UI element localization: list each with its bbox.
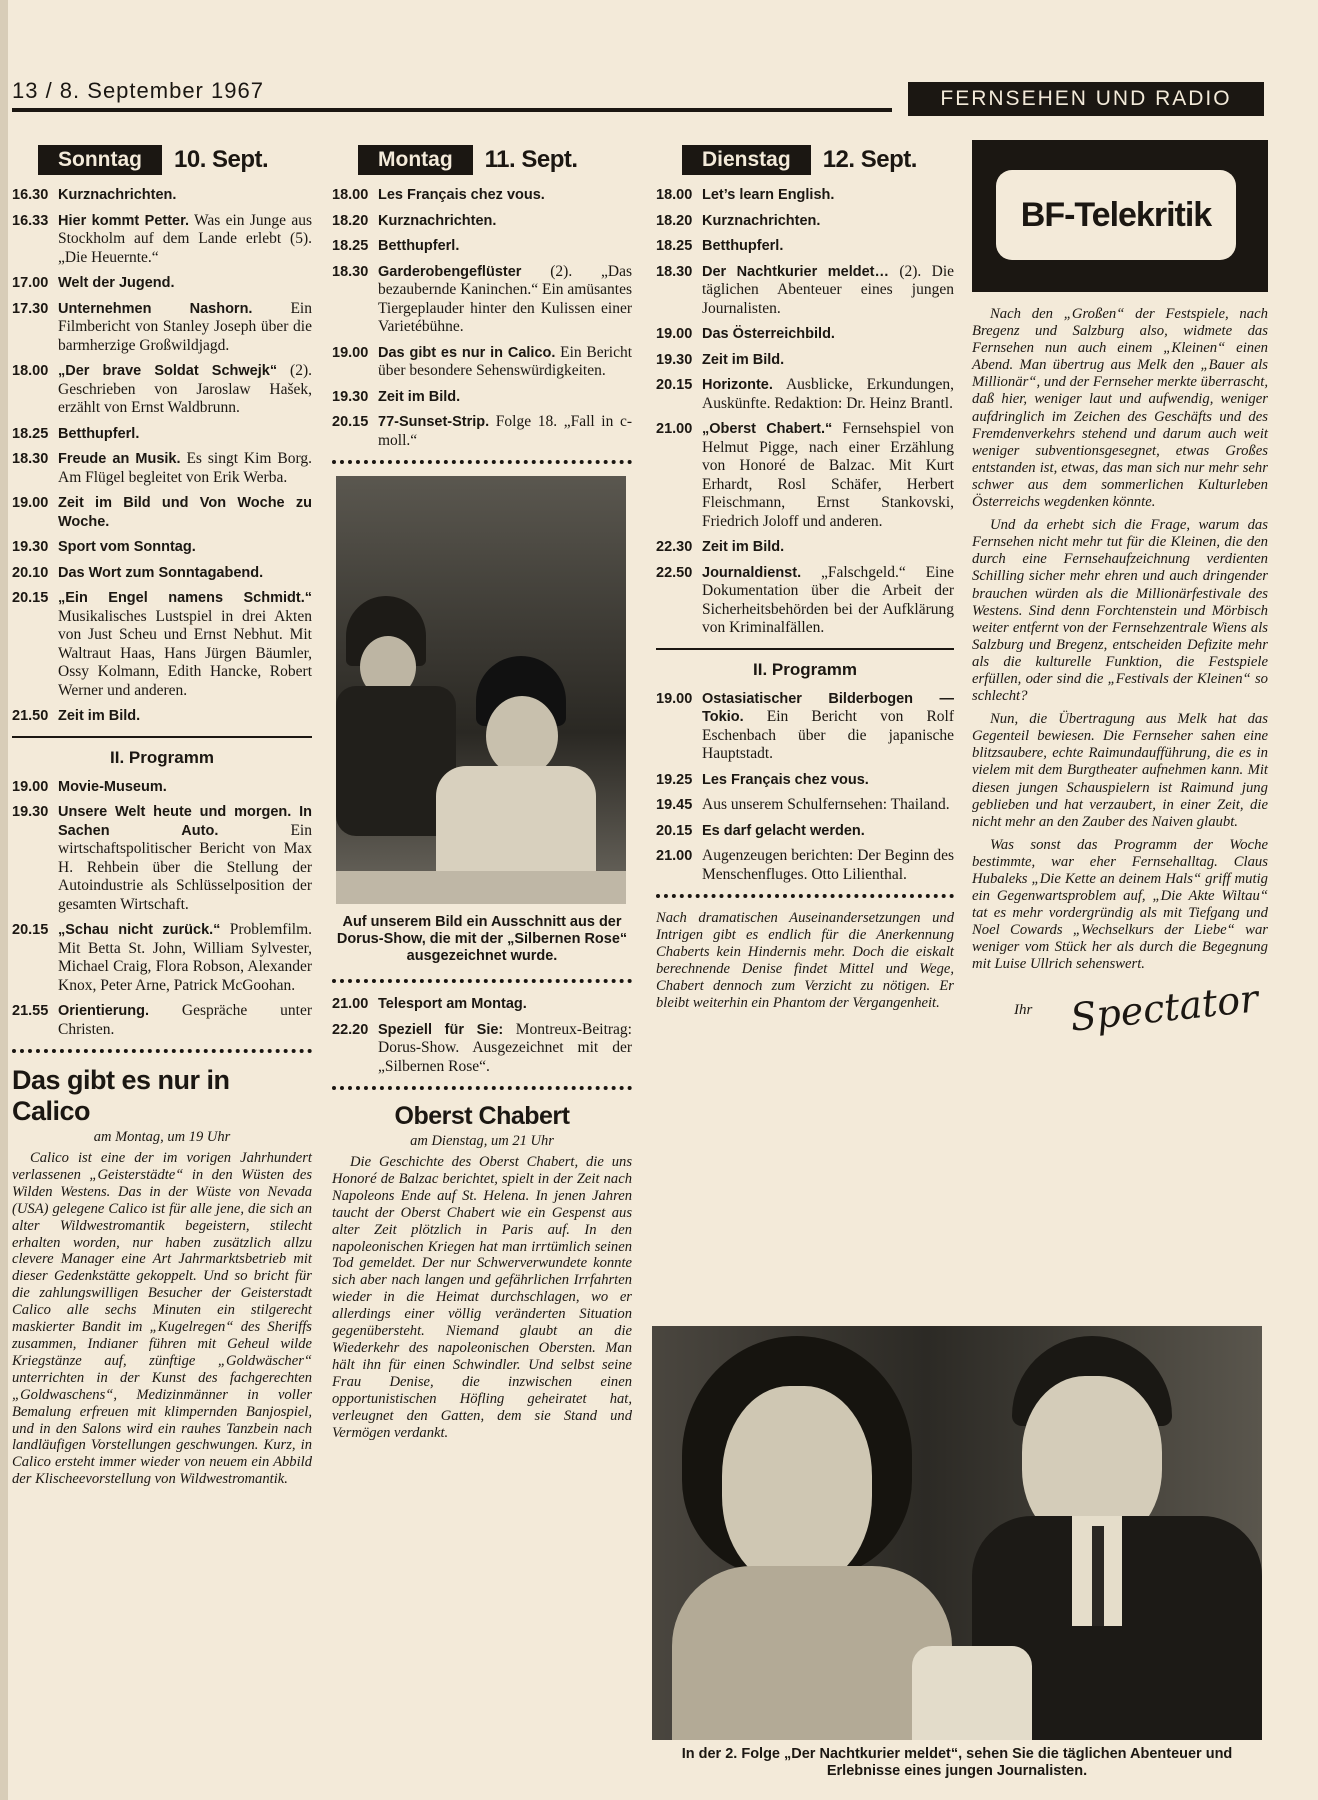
programme-time: 18.30 bbox=[332, 263, 369, 280]
programme-text bbox=[702, 538, 954, 557]
critique-paragraph: Nach den „Großen“ der Festspiele, nach Bregenz und Salzburg also, widmete das Fernsehen nun auch einem „Kleinen“ einen Abend. Man übertrug aus Melk den „Bauer als Millionär“, und der Fernseher merkte überrascht, daß hier, weniger laut und aufwendig, weniger aufdringlich im Zeichen des Geschäfts und des Fremdenverkehrs stehend und darum auch weit weniger subventionsgesegnet, etwas Großes entstanden ist, etwas, das man sich nur mehr sehr schwer aus dem sommerlichen Kulturleben Österreichs wegdenken könnte. bbox=[972, 306, 1268, 511]
programme-text bbox=[702, 564, 954, 638]
programme-description: (2). Die täglichen Abenteuer eines jungen Journalisten. bbox=[702, 262, 955, 317]
programme-description: Problemfilm. Mit Betta St. John, William Sylvester, Michael Craig, Flora Robson, Alexander Knox, Peter Arne, Patrick McGoohan. bbox=[58, 921, 312, 994]
programme-description: Folge 18. „Fall in c-moll.“ bbox=[378, 413, 632, 449]
programme-text bbox=[702, 186, 954, 205]
programme-text bbox=[58, 707, 312, 726]
programme-title: Unternehmen Nashorn. bbox=[58, 300, 253, 317]
programme-text bbox=[702, 420, 954, 531]
chabert-teaser: Nach dramatischen Auseinandersetzungen und Intrigen gibt es endlich für die Anerkennung Chaberts kein Hindernis mehr. Doch die eiskalt berechnende Denise findet Mittel und Wege, Chabert dennoch zum Verzicht zu nötigen. Er bleibt weiterhin ein Phantom der Vergangenheit. bbox=[656, 910, 954, 1011]
calico-article bbox=[12, 1065, 312, 1488]
programme-item bbox=[12, 425, 312, 444]
signature: Spectator bbox=[1068, 975, 1261, 1040]
programme-text bbox=[58, 425, 312, 444]
programme-item bbox=[656, 796, 954, 815]
article-subtitle: am Montag, um 19 Uhr bbox=[93, 1129, 231, 1145]
programme-description: (2). „Das bezaubernde Kaninchen.“ Ein amüsantes Tiergeplauder hinter den Kulissen einer Varietébühne. bbox=[378, 262, 633, 335]
programme-time: 19.30 bbox=[12, 539, 49, 555]
programme-title: Zeit im Bild und Von Woche zu Woche. bbox=[58, 495, 312, 530]
critique-paragraph: Und da erhebt sich die Frage, warum das Fernsehen nicht mehr tut für die Kleinen, die den durch eine Fernsehaufzeichnung verdienten Schilling sicher mehr ehren und auch dringender brauchen würden als die Millionärfestivale des Westens. Sind denn Forchtenstein und Mörbisch weiter entfernt von der Fernsehzentrale Wiens als Salzburg und Bregenz, entscheiden Defizite mehr als die kulturelle Funktion, die Festspiele erfüllen, oder sind die „Festivals der Kleinen“ so schlecht? bbox=[972, 517, 1268, 705]
programme-time: 16.33 bbox=[12, 212, 49, 229]
programme-time: 19.00 bbox=[332, 344, 369, 361]
programme-text bbox=[702, 690, 954, 764]
programme-time: 19.30 bbox=[656, 351, 693, 368]
programme-item bbox=[332, 263, 632, 337]
page-edge bbox=[0, 0, 8, 1800]
programme-item bbox=[656, 847, 954, 884]
programme-time: 21.00 bbox=[656, 421, 693, 437]
programme-text bbox=[58, 494, 312, 531]
dotted-divider bbox=[332, 979, 632, 983]
programme-item bbox=[12, 778, 312, 797]
tuesday-programme-2 bbox=[656, 690, 954, 885]
tuesday-programme bbox=[656, 186, 954, 638]
programme-text bbox=[378, 1021, 632, 1077]
programme-description: Ein wirtschaftspolitischer Bericht von Max H. Rehbein über die Stellung der Autoindustrie als Schlüsselposition der gesamten Wirtschaft. bbox=[58, 821, 312, 913]
programme-text bbox=[702, 847, 954, 884]
programme-title: Zeit im Bild. bbox=[378, 388, 461, 405]
programme-item bbox=[656, 212, 954, 231]
programme-2-heading: II. Programm bbox=[110, 747, 214, 767]
programme-item bbox=[656, 822, 954, 841]
programme-title: Zeit im Bild. bbox=[58, 708, 141, 724]
programme-time: 20.15 bbox=[656, 377, 693, 393]
programme-title: Der Nachtkurier meldet… bbox=[702, 263, 889, 280]
programme-description: Ausblicke, Erkundungen, Auskünfte. Redaktion: Dr. Heinz Brantl. bbox=[702, 376, 954, 412]
programme-text bbox=[702, 351, 954, 370]
dorus-show-photo bbox=[336, 476, 626, 904]
critique-paragraph: Nun, die Übertragung aus Melk hat das Gegenteil bewiesen. Die Fernseher sahen eine blitzsaubere, echte Raimundaufführung, die es in vielem mit dem Burgtheater aufnehmen kann. Mit diesen jungen Schauspielern ist Raimund jung geblieben und hat verzaubert, in einer Zeit, die nicht mehr an den Zauber des Naiven glaubt. bbox=[972, 711, 1268, 830]
programme-time: 20.10 bbox=[12, 564, 49, 581]
programme-title: Telesport am Montag. bbox=[378, 996, 527, 1012]
programme-title: „Der brave Soldat Schwejk“ bbox=[58, 363, 278, 379]
programme-text bbox=[58, 538, 312, 557]
programme-time: 21.00 bbox=[332, 996, 369, 1012]
programme-text bbox=[378, 388, 632, 407]
programme-time: 19.30 bbox=[12, 804, 49, 820]
programme-item bbox=[12, 921, 312, 995]
programme-title: Zeit im Bild. bbox=[702, 539, 785, 555]
programme-item bbox=[656, 564, 954, 638]
programme-item bbox=[332, 186, 632, 205]
programme-description: Ein Bericht von Rolf Eschenbach über die japanische Hauptstadt. bbox=[702, 708, 955, 762]
programme-title: Speziell für Sie: bbox=[378, 1021, 504, 1038]
programme-time: 18.30 bbox=[12, 451, 49, 467]
programme-description: Aus unserem Schulfernsehen: Thailand. bbox=[702, 796, 950, 813]
critique-column bbox=[972, 140, 1268, 1040]
programme-time: 21.55 bbox=[12, 1003, 49, 1019]
header-rule bbox=[12, 108, 892, 112]
article-title: Oberst Chabert bbox=[394, 1102, 570, 1130]
programme-text bbox=[58, 274, 312, 293]
programme-time: 21.50 bbox=[12, 708, 49, 724]
sunday-heading bbox=[12, 140, 312, 180]
programme-time: 19.00 bbox=[12, 778, 49, 795]
programme-title: Betthupferl. bbox=[58, 425, 140, 442]
programme-text bbox=[702, 237, 954, 256]
programme-text bbox=[378, 413, 632, 450]
programme-item bbox=[656, 186, 954, 205]
programme-text bbox=[702, 822, 954, 841]
programme-description: Es singt Kim Borg. Am Flügel begleitet von Erik Werba. bbox=[58, 450, 312, 486]
programme-item bbox=[12, 450, 312, 487]
programme-text bbox=[702, 263, 954, 319]
day-label: Sonntag bbox=[38, 145, 162, 175]
programme-item bbox=[656, 237, 954, 256]
programme-text bbox=[702, 325, 954, 344]
programme-title: Kurznachrichten. bbox=[378, 212, 497, 229]
critique-body bbox=[972, 306, 1268, 974]
bottom-photo-caption: In der 2. Folge „Der Nachtkurier meldet“, sehen Sie die täglichen Abenteuer und Erlebnisse eines jungen Journalisten. bbox=[681, 1746, 1233, 1779]
tuesday-column bbox=[656, 140, 954, 1011]
programme-title: Garderobengeflüster bbox=[378, 263, 522, 280]
programme-description: (2). Geschrieben von Jaroslaw Hašek, erzählt von Ernst Waldbrunn. bbox=[58, 362, 312, 416]
programme-time: 22.20 bbox=[332, 1021, 369, 1038]
page-number-date: 13 / 8. September 1967 bbox=[12, 78, 264, 103]
programme-text bbox=[702, 796, 954, 815]
programme-text bbox=[702, 212, 954, 231]
programme-title: Les Français chez vous. bbox=[378, 187, 545, 203]
programme-time: 18.30 bbox=[656, 263, 693, 280]
programme-title: Journaldienst. bbox=[702, 564, 802, 581]
programme-item bbox=[332, 344, 632, 381]
programme-time: 22.30 bbox=[656, 539, 693, 555]
programme-time: 18.20 bbox=[656, 212, 693, 229]
programme-text bbox=[702, 771, 954, 790]
programme-time: 17.30 bbox=[12, 300, 49, 317]
dotted-divider bbox=[332, 460, 632, 464]
article-body: Die Geschichte des Oberst Chabert, die uns Honoré de Balzac berichtet, spielt in der Zeit nach Napoleons Ende auf St. Helena. In jenen Jahren taucht der Oberst Chabert wie ein Gespenst aus alter Zeit plötzlich in Paris auf. In den napoleonischen Kriegen hat man irrtümlich seinen Tod gemeldet. Der nur Schwerverwundete konnte sich aber nach langen und gefährlichen Irrfahrten wieder in die Heimat durchschlagen, wo er allerdings einer völlig veränderten Situation gegenübersteht. Niemand glaubt an die Wiederkehr des napoleonischen Obersten. Man hält ihn für einen Schwindler. Und selbst seine Frau Denise, die inzwischen einen opportunistischen Höfling geheiratet hat, verleugnet den Gatten, dem sie Stand und Vermögen verdankt. bbox=[332, 1154, 632, 1441]
programme-title: Zeit im Bild. bbox=[702, 351, 785, 368]
programme-item bbox=[656, 376, 954, 413]
programme-title: Kurznachrichten. bbox=[58, 187, 177, 203]
programme-text bbox=[702, 376, 954, 413]
telekritik-banner bbox=[972, 140, 1268, 292]
programme-time: 19.45 bbox=[656, 797, 693, 813]
programme-time: 19.00 bbox=[656, 326, 693, 342]
sunday-programme bbox=[12, 186, 312, 726]
programme-text bbox=[378, 344, 632, 381]
programme-text bbox=[378, 263, 632, 337]
programme-title: Unsere Welt heute und morgen. In Sachen Auto. bbox=[58, 804, 312, 839]
programme-title: Es darf gelacht werden. bbox=[702, 822, 865, 839]
programme-time: 19.30 bbox=[332, 388, 369, 405]
programme-text bbox=[378, 237, 632, 256]
divider bbox=[12, 736, 312, 738]
programme-text bbox=[58, 300, 312, 356]
programme-text bbox=[58, 564, 312, 583]
monday-programme-late bbox=[332, 995, 632, 1076]
programme-time: 21.00 bbox=[656, 848, 693, 864]
programme-item bbox=[12, 803, 312, 914]
programme-title: Hier kommt Petter. bbox=[58, 212, 189, 229]
programme-title: Ostasiatischer Bilderbogen — Tokio. bbox=[702, 690, 954, 725]
programme-item bbox=[12, 186, 312, 205]
programme-time: 17.00 bbox=[12, 275, 49, 291]
programme-time: 16.30 bbox=[12, 187, 49, 203]
programme-item bbox=[332, 237, 632, 256]
programme-description: „Falschgeld.“ Eine Dokumentation über die Arbeit der Sicherheitsbehörden bei der Aufklärung von Kriminalfällen. bbox=[702, 563, 954, 636]
programme-time: 22.50 bbox=[656, 564, 693, 581]
programme-item bbox=[656, 538, 954, 557]
nachtkurier-photo bbox=[652, 1326, 1262, 1740]
programme-item bbox=[332, 995, 632, 1014]
programme-item bbox=[12, 589, 312, 700]
programme-title: Welt der Jugend. bbox=[58, 275, 175, 291]
programme-text bbox=[58, 450, 312, 487]
programme-title: Betthupferl. bbox=[702, 238, 784, 254]
programme-item bbox=[12, 494, 312, 531]
monday-programme bbox=[332, 186, 632, 450]
programme-text bbox=[378, 186, 632, 205]
programme-time: 20.15 bbox=[12, 922, 49, 938]
critique-paragraph: Was sonst das Programm der Woche bestimmte, war eher Fernsehalltag. Claus Hubaleks „Die Kette an deinem Hals“ griff mutig ein Gegenwartsproblem auf, „Die Akte Wiltau“ tat es mehr vordergründig als mit Tiefgang und Noel Cowards „Wechselkurs der Liebe“ war weniger vom Stück her als durch die Begegnung mit Luise Ullrich sehenswert. bbox=[972, 836, 1268, 973]
programme-title: Les Français chez vous. bbox=[702, 771, 869, 788]
programme-item bbox=[12, 274, 312, 293]
signature-block bbox=[972, 975, 1268, 1040]
programme-description: Fernsehspiel von Helmut Pigge, nach einer Erzählung von Honoré de Balzac. Mit Kurt Erhardt, Rosl Schäfer, Herbert Fleischmann, Ernst Stankovski, Friedrich Joloff und anderen. bbox=[702, 420, 954, 530]
day-date: 10. Sept. bbox=[174, 146, 269, 173]
programme-text bbox=[378, 995, 632, 1014]
programme-title: Horizonte. bbox=[702, 377, 773, 393]
programme-description: Augenzeugen berichten: Der Beginn des Menschenfluges. Otto Lilienthal. bbox=[702, 847, 954, 883]
tuesday-heading bbox=[656, 140, 954, 180]
programme-item bbox=[656, 325, 954, 344]
programme-text bbox=[58, 589, 312, 700]
programme-item bbox=[656, 420, 954, 531]
programme-title: Freude an Musik. bbox=[58, 451, 181, 467]
photo-caption: Auf unserem Bild ein Ausschnitt aus der Dorus-Show, die mit der „Silbernen Rose“ ausgezeichnet wurde. bbox=[336, 914, 628, 964]
programme-title: „Ein Engel namens Schmidt.“ bbox=[58, 590, 312, 606]
programme-item bbox=[12, 707, 312, 726]
programme-time: 19.00 bbox=[12, 495, 49, 511]
dotted-divider bbox=[12, 1049, 312, 1053]
programme-description: Gespräche unter Christen. bbox=[58, 1002, 312, 1038]
programme-title: Betthupferl. bbox=[378, 238, 460, 254]
programme-time: 18.00 bbox=[12, 363, 49, 379]
programme-title: „Schau nicht zurück.“ bbox=[58, 922, 221, 938]
programme-time: 18.25 bbox=[12, 425, 49, 442]
programme-text bbox=[378, 212, 632, 231]
article-body: Calico ist eine der im vorigen Jahrhundert verlassenen „Geisterstädte“ in den Wüsten des Wilden Westens. Das in der Wüste von Nevada (USA) gelegene Calico ist für alle jene, die sich an alter Wildwestromantik begeistern, stilecht erhalten worden, nur haben zusätzlich allzu clevere Manager eine Art Jahrmarktsbetrieb mit dieser Gedenkstätte gekoppelt. Und so bricht für die zahlungswilligen Besucher der Geisterstadt Calico alle sechs Minuten ein stilgerecht maskierter Bandit im „Kugelregen“ des Sheriffs zusammen, Indianer führen mit Geheul wilde Kriegstänze auf, zünftige „Goldwäscher“ unterrichten in der Kunst des fachgerechten „Goldwaschens“, Medizinmänner in voller Bemalung erfreuen mit klimpernden Banjospiel, und in den Salons wird ein rauhes Tanzbein nach landläufigen Vorstellungen geschwungen. Kurz, in Calico ersteht immer wieder von neuem ein Abbild der Klischeevorstellung von Wildwestromantik. bbox=[12, 1150, 312, 1488]
programme-time: 20.15 bbox=[332, 414, 369, 430]
programme-time: 18.00 bbox=[332, 187, 369, 203]
programme-time: 18.20 bbox=[332, 212, 369, 229]
day-label: Montag bbox=[358, 145, 473, 175]
programme-text bbox=[58, 778, 312, 797]
telekritik-title: BF-Telekritik bbox=[996, 170, 1236, 260]
programme-title: Orientierung. bbox=[58, 1003, 150, 1019]
programme-title: Kurznachrichten. bbox=[702, 212, 821, 229]
programme-2-heading: II. Programm bbox=[753, 659, 857, 679]
dotted-divider bbox=[332, 1086, 632, 1090]
programme-item bbox=[656, 263, 954, 319]
programme-time: 20.15 bbox=[656, 822, 693, 839]
programme-item bbox=[332, 1021, 632, 1077]
programme-item bbox=[12, 212, 312, 268]
day-label: Dienstag bbox=[682, 145, 811, 175]
monday-column bbox=[332, 140, 632, 1441]
programme-description: Ein Bericht über besondere Sehenswürdigkeiten. bbox=[378, 343, 632, 379]
chabert-article bbox=[332, 1102, 632, 1441]
programme-description: Was ein Junge aus Stockholm auf dem Lande erlebt (5). „Die Heuernte.“ bbox=[58, 211, 312, 266]
programme-title: Let’s learn English. bbox=[702, 187, 835, 203]
programme-title: „Oberst Chabert.“ bbox=[702, 421, 833, 437]
programme-title: Sport vom Sonntag. bbox=[58, 539, 196, 555]
programme-time: 18.25 bbox=[332, 238, 369, 254]
programme-item bbox=[12, 300, 312, 356]
programme-time: 18.00 bbox=[656, 187, 693, 203]
programme-time: 20.15 bbox=[12, 590, 49, 606]
programme-text bbox=[58, 362, 312, 418]
programme-item bbox=[332, 413, 632, 450]
programme-time: 19.00 bbox=[656, 690, 693, 707]
monday-heading bbox=[332, 140, 632, 180]
programme-text bbox=[58, 1002, 312, 1039]
sunday-programme-2 bbox=[12, 778, 312, 1040]
programme-text bbox=[58, 212, 312, 268]
programme-item bbox=[332, 388, 632, 407]
programme-time: 18.25 bbox=[656, 238, 693, 254]
programme-title: Das Österreichbild. bbox=[702, 326, 835, 342]
programme-item bbox=[332, 212, 632, 231]
programme-text bbox=[58, 921, 312, 995]
sunday-column bbox=[12, 140, 312, 1488]
article-subtitle: am Dienstag, um 21 Uhr bbox=[410, 1133, 554, 1149]
programme-description: Ein Filmbericht von Stanley Joseph über die barmherzige Großwildjagd. bbox=[58, 299, 312, 354]
programme-item bbox=[12, 564, 312, 583]
programme-text bbox=[58, 186, 312, 205]
programme-text bbox=[58, 803, 312, 914]
programme-item bbox=[12, 1002, 312, 1039]
programme-item bbox=[12, 362, 312, 418]
dotted-divider bbox=[656, 894, 954, 898]
programme-item bbox=[656, 771, 954, 790]
programme-time: 19.25 bbox=[656, 771, 693, 788]
programme-item bbox=[12, 538, 312, 557]
programme-title: Movie-Museum. bbox=[58, 778, 167, 795]
programme-title: Das Wort zum Sonntagabend. bbox=[58, 564, 264, 581]
article-title: Das gibt es nur in Calico bbox=[12, 1065, 230, 1126]
programme-description: Musikalisches Lustspiel in drei Akten von Just Scheu und Ernst Nebhut. Mit Waltraut Haas, Hans Jürgen Bäumler, Ossy Kolmann, Edith Hancke, Robert Werner und anderen. bbox=[58, 607, 312, 699]
programme-title: 77-Sunset-Strip. bbox=[378, 414, 490, 430]
signoff: Ihr bbox=[1014, 1001, 1033, 1018]
day-date: 12. Sept. bbox=[822, 146, 917, 173]
section-title: FERNSEHEN UND RADIO bbox=[908, 82, 1264, 116]
divider bbox=[656, 648, 954, 650]
programme-item bbox=[656, 351, 954, 370]
programme-item bbox=[656, 690, 954, 764]
programme-title: Das gibt es nur in Calico. bbox=[378, 344, 556, 361]
day-date: 11. Sept. bbox=[484, 146, 578, 173]
programme-description: Montreux-Beitrag: Dorus-Show. Ausgezeichnet mit der „Silbernen Rose“. bbox=[378, 1020, 632, 1075]
